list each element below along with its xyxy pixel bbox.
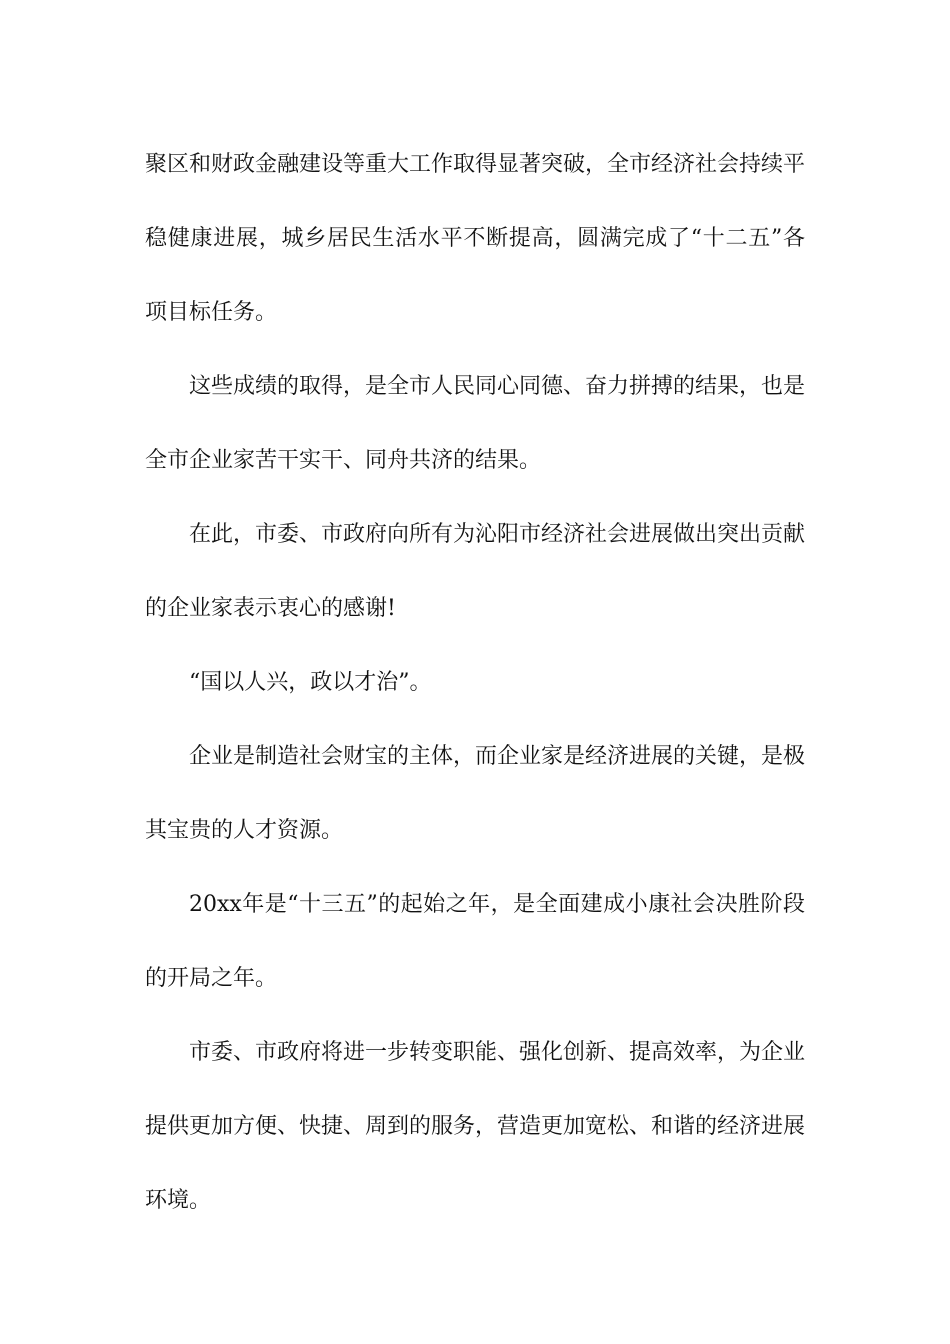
document-body: [145, 128, 805, 1238]
paragraph-2: 这些成绩的取得，是全市人民同心同德、奋力拼搏的结果，也是全市企业家苦干实干、同舟共济的结果。: [145, 374, 806, 473]
paragraph-5: 企业是制造社会财宝的主体，而企业家是经济进展的关键，是极其宝贵的人才资源。: [145, 744, 806, 843]
paragraph-3: 在此，市委、市政府向所有为沁阳市经济社会进展做出突出贡献的企业家表示衷心的感谢!: [145, 522, 806, 621]
paragraph-4: “国以人兴，政以才治”。: [189, 670, 432, 695]
paragraph-7: 市委、市政府将进一步转变职能、强化创新、提高效率，为企业提供更加方便、快捷、周到的服务，营造更加宽松、和谐的经济进展环境。: [145, 1040, 806, 1213]
paragraph-6: 20xx年是“十三五”的起始之年，是全面建成小康社会决胜阶段的开局之年。: [145, 892, 805, 991]
paragraph-1: 聚区和财政金融建设等重大工作取得显著突破，全市经济社会持续平稳健康进展，城乡居民生活水平不断提高，圆满完成了“十二五”各项目标任务。: [145, 152, 806, 325]
